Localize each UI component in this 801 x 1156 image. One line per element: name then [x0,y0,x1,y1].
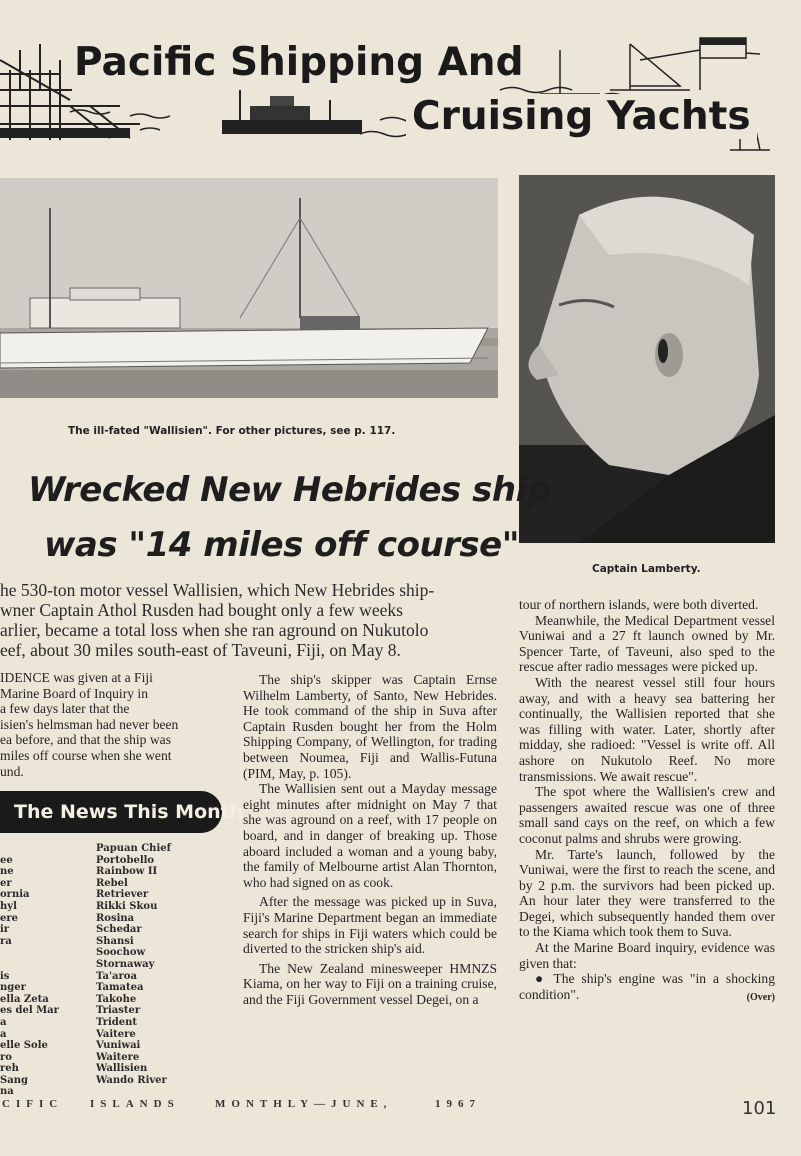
col2-paragraph-1: The ship's skipper was Captain Ernse Wilhelm Lamberty, of Santo, New Hebrides. He took command of the ship in Suva after Captain Rusden bought her from the Holm Shipping Company, of Wellington, for trading between Noumea, Fiji and Wallis-Futuna (PIM, May, p. 105). [243,672,497,781]
page-number: 101 [742,1098,777,1119]
ship-photo [0,178,498,398]
ship-list-fragment [0,947,90,959]
ship-list-fragment: reh [0,1063,19,1075]
col3-paragraph-7 [519,971,775,1002]
col1-line: isien's helmsman had never been [0,716,179,732]
ship-list-item: Wando River [96,1074,167,1086]
intro-line-3: arlier, became a total loss when she ran aground on Nukutolo [0,620,429,640]
col3-paragraph-1: tour of northern islands, were both diverted. [519,597,759,612]
col3-paragraph-2: Meanwhile, the Medical Department vessel Vuniwai and a 27 ft launch owned by Mr. Spencer Tarte, of Taveuni, also sped to the rescue after radio messages were picked up. [519,612,775,675]
ship-list-fragment: ne [0,866,14,878]
ship-list-fragment: ir [0,924,10,936]
ship-list-fragment: hyl [0,900,17,912]
intro-line-1: he 530-ton motor vessel Wallisien, which New Hebrides ship- [0,580,435,600]
article-column-3 [519,597,775,1005]
ship-list-item: Rosina [96,912,135,924]
col1-line: a few days later that the [0,701,130,717]
ship-list-item: Waitere [96,1051,140,1063]
captain-photo [519,175,775,543]
ship-list-fragment: nger [0,982,26,994]
col2-paragraph-4: The New Zealand minesweeper HMNZS Kiama, on her way to Fiji on a training cruise, and the Fiji Government vessel Degei, on a [243,960,497,1007]
footer-magazine-middle: ISLANDS [90,1098,180,1110]
ship-list-fragment: elle Sole [0,1040,48,1052]
header-title-line1: Pacific Shipping And [68,40,530,85]
ship-list-item: Portobello [96,854,155,866]
news-this-month-banner: The News This Month [0,791,222,833]
col1-line: und. [0,763,24,779]
ship-list-left [0,843,90,1098]
intro-line-4: eef, about 30 miles south-east of Taveuni, Fiji, on May 8. [0,640,401,660]
ship-list-fragment: es del Mar [0,1005,59,1017]
ship-list-item: Shansi [96,935,134,947]
ship-list-item: Triaster [96,1005,141,1017]
col1-line: ea before, and that the ship was [0,732,171,748]
ship-list-item: Retriever [96,889,149,901]
ship-list-fragment [0,959,90,971]
col3-paragraph-6: At the Marine Board inquiry, evidence was given that: [519,940,775,971]
ship-list-item: Stornaway [96,958,155,970]
article-column-2 [243,672,497,1007]
ship-list-item: Trident [96,1016,138,1028]
ship-list-item: Takohe [96,993,137,1005]
ship-list-fragment: ornia [0,889,30,901]
ship-list-fragment [0,843,90,855]
ship-list-fragment: ro [0,1051,12,1063]
ship-list-item: Rainbow II [96,866,158,878]
col3-paragraph-4: The spot where the Wallisien's crew and passengers awaited rescue was one of three small sand cays on the reef, on which a few coconut palms and shrubs were growing. [519,784,775,846]
ship-list-fragment: ee [0,854,13,866]
intro-line-2: wner Captain Athol Rusden had bought only a few weeks [0,600,403,620]
headline-line2: was "14 miles off course" [44,525,519,565]
ship-list-fragment: na [0,1086,14,1098]
over-label: (Over) [746,991,775,1003]
ship-illustration [0,178,498,398]
ship-list-item: Wallisien [96,1063,148,1075]
captain-portrait [519,175,775,543]
col2-paragraph-2: The Wallisien sent out a Mayday message eight minutes after midnight on May 7 that she was aground on a reef, with 17 people on board, and in danger of breaking up. Those aboard included a woman and a young baby, the family of Melbourne artist Alan Thornton, who had signed on as cook. [243,781,497,890]
footer-magazine-right: MONTHLY—JUNE, [215,1098,393,1110]
col3-paragraph-5: Mr. Tarte's launch, followed by the Vuniwai, were the first to reach the scene, and by 2 p.m. the survivors had been picked up. An hour later they were transferred to the Degei, which subsequently handed them over to the Kiama which took them to Suva. [519,846,775,940]
col3-paragraph-3: With the nearest vessel still four hours away, and with a heavy sea battering her continually, the Wallisien reported that she was filling with water. Later, shortly after midday, she radioed: "Vessel is write off. All ashore on Nukutolo Reef. No more transmissions. We await rescue". [519,674,775,784]
ship-list-fragment: a [0,1028,7,1040]
col1-line: IDENCE was given at a Fiji [0,670,153,685]
ship-list-fragment: Sang [0,1074,28,1086]
captain-photo-caption: Captain Lamberty. [592,563,701,575]
ship-list-item: Tamatea [96,982,144,994]
ship-list-item: Ta'aroa [96,970,137,982]
ship-list-fragment: er [0,877,12,889]
ship-list-fragment: ere [0,912,18,924]
col1-line: Marine Board of Inquiry in [0,685,148,701]
ship-list-right [96,843,226,1086]
col2-paragraph-3: After the message was picked up in Suva, Fiji's Marine Department began an immediate search for ships in Fiji waters which could be diverted to the stricken ship's aid. [243,894,497,957]
col1-line: miles off course when she went [0,747,172,763]
ship-list-item: Soochow [96,947,146,959]
ship-list-item: Rikki Skou [96,900,158,912]
ship-list-item: Vaitere [96,1028,136,1040]
ship-list-item: Schedar [96,924,142,936]
ship-list-fragment: a [0,1016,7,1028]
footer-year: 1967 [435,1098,481,1110]
masthead [0,30,801,155]
ship-list-item: Papuan Chief [96,843,171,854]
header-title-line2: Cruising Yachts [406,94,757,139]
footer-magazine-left: CIFIC [2,1098,64,1110]
article-column-1 [0,670,222,779]
ship-list-item: Rebel [96,877,128,889]
ship-list-fragment: is [0,970,10,982]
headline-line1: Wrecked New Hebrides ship [28,470,551,510]
col3-bullet-text: ● The ship's engine was "in a shocking condition". [519,971,775,1002]
ship-list-fragment: ra [0,935,12,947]
ship-list-item: Vuniwai [96,1040,141,1052]
ship-photo-caption: The ill-fated "Wallisien". For other pictures, see p. 117. [68,425,396,437]
ship-list-fragment: ella Zeta [0,993,49,1005]
